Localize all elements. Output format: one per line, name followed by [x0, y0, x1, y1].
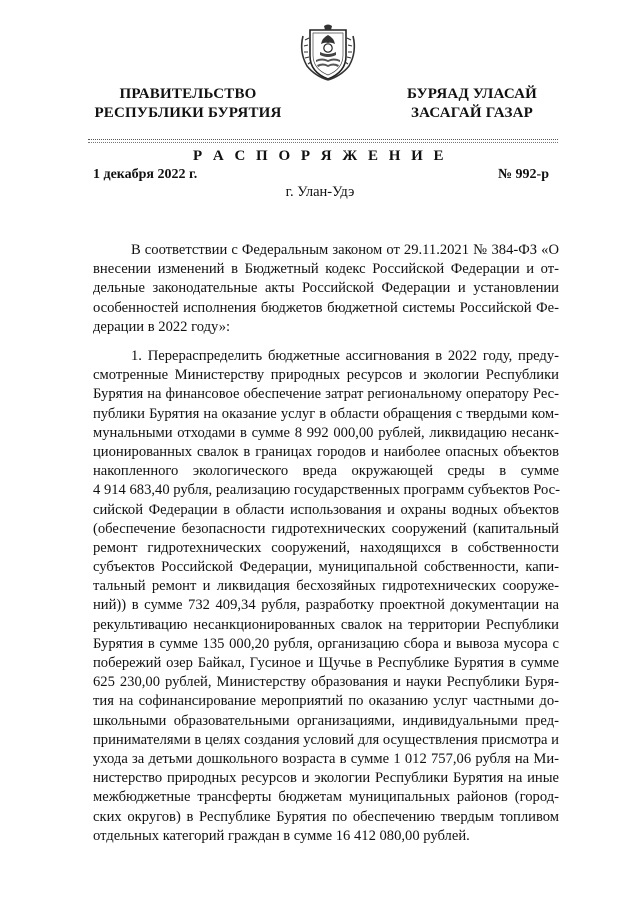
text-line: публики Бурятия на оказание услуг в области обращения с твердыми ком-	[93, 405, 559, 422]
coat-of-arms-icon	[297, 22, 359, 82]
text-line: отдельных категорий граждан в сумме 16 412 080,00 рублей.	[93, 827, 470, 844]
text-line: тия на софинансирование мероприятий по оказанию услуг частными до-	[93, 693, 559, 710]
text-line: дельные законодательные акты Российской Федерации и установлении	[93, 280, 559, 297]
text-line: принимателями в целях создания условий для осуществления присмотра и	[93, 731, 559, 748]
government-name-buryat-line-2: ЗАСАГАЙ ГАЗАР	[411, 105, 533, 121]
government-name-line-1: ПРАВИТЕЛЬСТВО	[119, 86, 257, 102]
text-line: сийской Федерации в области использования и охраны водных объектов	[93, 501, 559, 518]
text-line: межбюджетные трансферты бюджетам муниципальных районов (город-	[93, 789, 559, 806]
text-line: 625 230,00 рублей, Министерству образования и науки Республики Буря-	[93, 674, 559, 691]
text-line: смотренные Министерству природных ресурсов и экологии Республики	[93, 367, 559, 384]
text-line: нистерство природных ресурсов и экологии Республики Бурятия на иные	[93, 770, 559, 787]
document-number: № 992-р	[497, 167, 549, 182]
text-line: накопленного экологического вреда окружающей среды в сумме	[93, 463, 559, 480]
text-line: внесении изменений в Бюджетный кодекс Российской Федерации и от-	[93, 261, 559, 278]
text-line: (обеспечение безопасности гидротехнических сооружений (капитальный	[93, 520, 559, 537]
text-line: 1. Перераспределить бюджетные ассигнования в 2022 году, преду-	[131, 348, 559, 364]
government-name-line-2: РЕСПУБЛИКИ БУРЯТИЯ	[94, 105, 282, 121]
text-line: ний)) в сумме 732 409,34 рубля, разработку проектной документации на	[93, 597, 559, 614]
text-line: Бурятия в сумме 135 000,20 рубля, организацию сбора и вывоза мусора с	[93, 635, 559, 652]
text-line: побережий озер Байкал, Гусиное и Щучье в Республике Бурятия в сумме	[93, 655, 559, 671]
text-line: ционированных свалок в границах городов и наиболее опасных объектов	[93, 443, 559, 460]
document-city: г. Улан-Удэ	[285, 184, 355, 200]
text-line: В соответствии с Федеральным законом от 29.11.2021 № 384-ФЗ «О	[131, 242, 559, 258]
text-line: ухода за детьми дошкольного возраста в сумме 1 012 757,06 рубля на Ми-	[93, 750, 559, 767]
text-line: 4 914 683,40 рубля, реализацию государственных программ субъектов Рос-	[93, 482, 560, 499]
text-line: субъектов Российской Федерации, муниципальной собственности, капи-	[93, 559, 559, 576]
item-1-paragraph	[93, 347, 559, 846]
document-title: Р А С П О Р Я Ж Е Н И Е	[192, 148, 448, 164]
text-line: ремонт гидротехнических сооружений, находящихся в собственности	[93, 539, 559, 556]
government-name-buryat-line-1: БУРЯАД УЛАСАЙ	[406, 86, 538, 102]
text-line: школьными образовательными организациями, индивидуальными пред-	[93, 712, 559, 729]
text-line: тальный ремонт и ликвидация бесхозяйных гидротехнических сооруже-	[93, 578, 559, 595]
text-line: мунальными отходами в сумме 8 992 000,00 рублей, ликвидацию несанк-	[93, 424, 559, 441]
government-name-buryat	[392, 85, 552, 123]
text-line: ских округов) в Республике Бурятия по обеспечению твердым топливом	[93, 808, 559, 825]
preamble-paragraph	[93, 241, 559, 337]
header-divider	[88, 139, 558, 143]
text-line: Бурятия на финансовое обеспечение затрат региональному оператору Рес-	[93, 386, 559, 403]
text-line: особенностей исполнения бюджетов бюджетной системы Российской Фе-	[93, 299, 559, 316]
document-date: 1 декабря 2022 г.	[93, 167, 198, 182]
government-name-russian	[88, 85, 288, 123]
text-line: рекультивацию несанкционированных свалок на территории Республики	[93, 616, 559, 633]
text-line: дерации в 2022 году»:	[93, 318, 231, 335]
